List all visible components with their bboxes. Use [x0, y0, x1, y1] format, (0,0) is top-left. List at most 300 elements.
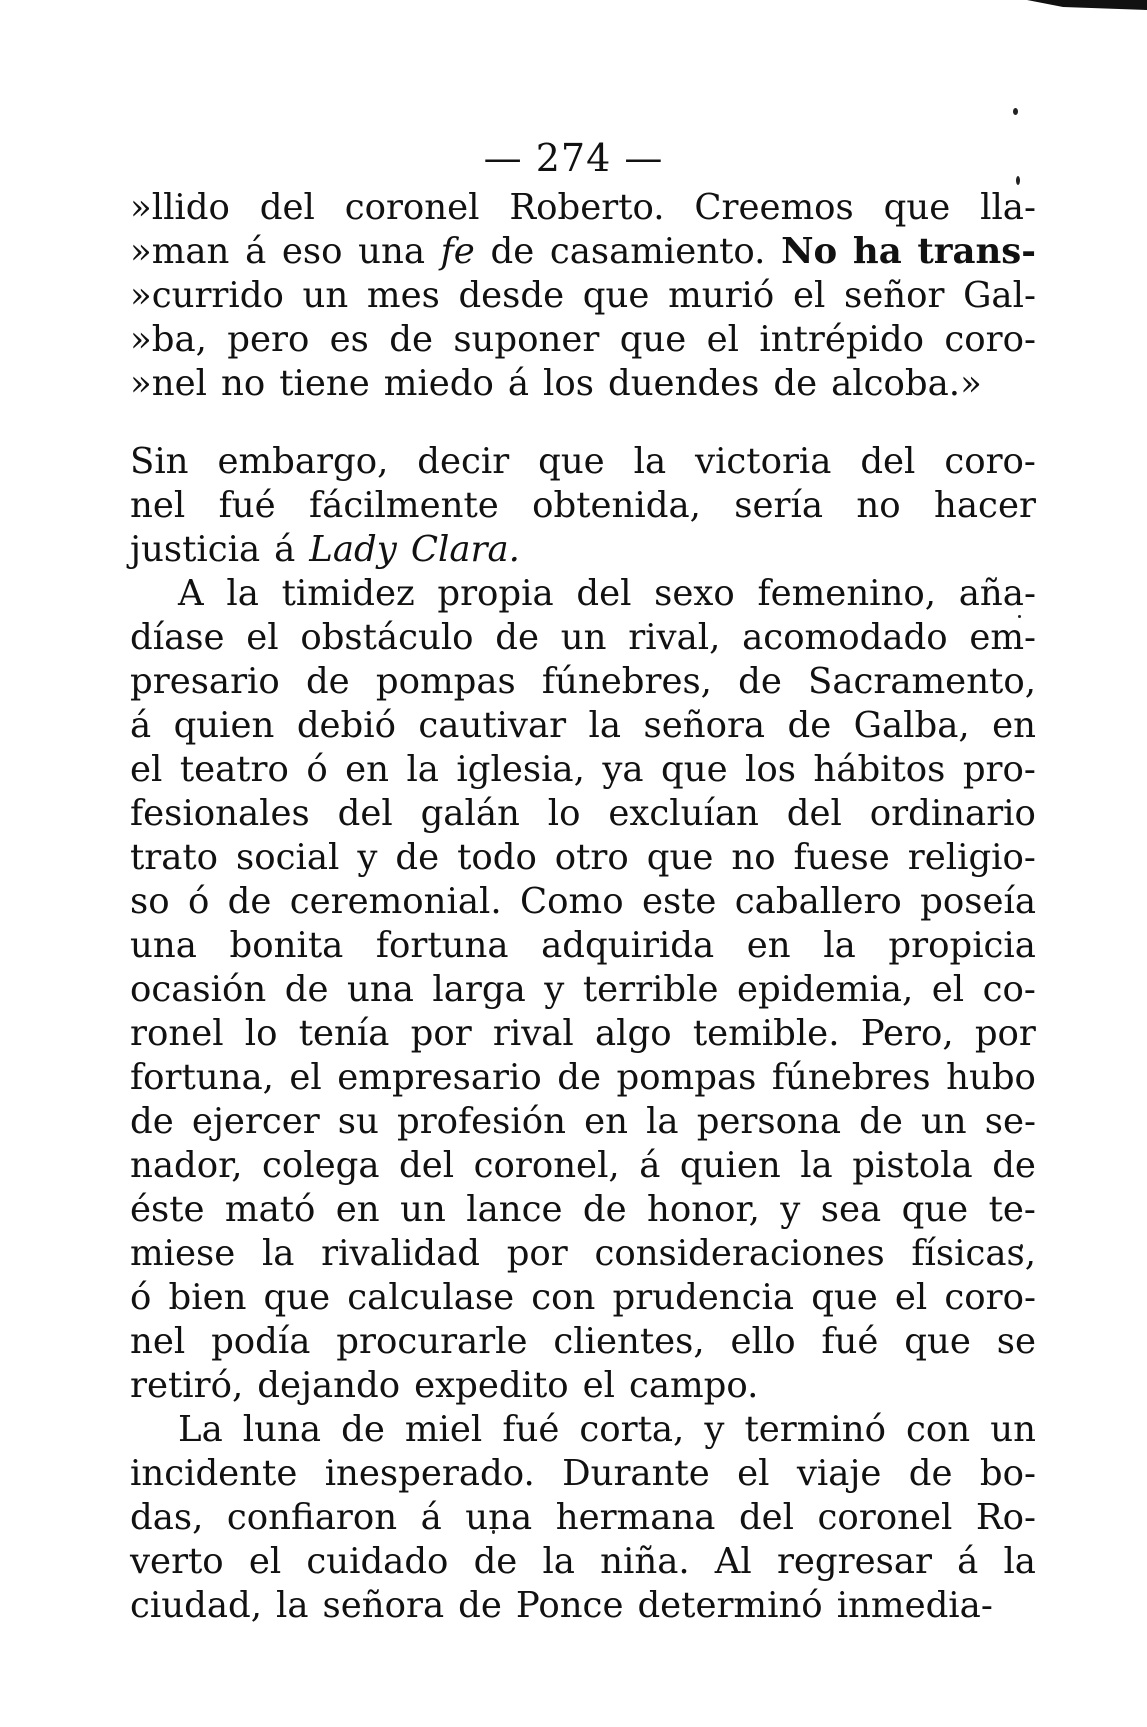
word: la — [588, 705, 622, 746]
text-line — [130, 968, 1036, 1012]
word: Pero, — [860, 1013, 954, 1054]
word: de — [992, 1145, 1036, 1186]
word: pistola — [852, 1145, 973, 1186]
word: fué — [502, 1409, 560, 1450]
word: en — [335, 1189, 380, 1230]
word: que — [883, 187, 951, 228]
word: con — [531, 1277, 596, 1318]
word: la — [226, 573, 259, 614]
word: dejando — [257, 1365, 401, 1406]
paragraph-gap — [130, 406, 1036, 440]
word: todo — [457, 837, 537, 878]
scan-edge-mark — [1027, 0, 1147, 10]
word: sea — [820, 1189, 882, 1230]
word: caballero — [734, 881, 902, 922]
word: hubo — [946, 1057, 1036, 1098]
word: nel — [130, 1321, 186, 1362]
text-line — [130, 274, 1036, 318]
word: de — [582, 1189, 627, 1230]
word: del — [860, 441, 916, 482]
word: el — [737, 1453, 770, 1494]
word: el — [792, 275, 826, 316]
text-line — [130, 186, 1036, 230]
paragraph — [130, 186, 1036, 406]
word: casamiento. — [549, 231, 766, 272]
word: fué — [821, 1321, 879, 1362]
text-line — [130, 792, 1036, 836]
paragraph — [130, 440, 1036, 572]
word: coronel — [344, 187, 480, 228]
word: un — [400, 1189, 446, 1230]
text-line — [130, 1408, 1036, 1452]
word: la — [276, 1585, 309, 1626]
word: corta, — [579, 1409, 685, 1450]
word: iglesia, — [456, 749, 585, 790]
word: em- — [969, 617, 1036, 658]
word: su — [337, 1101, 379, 1142]
word: á — [130, 705, 152, 746]
word: y — [780, 1189, 801, 1230]
text-line — [130, 924, 1036, 968]
word: La — [178, 1409, 223, 1450]
word: nador, — [130, 1145, 243, 1186]
text-line — [130, 1100, 1036, 1144]
word: que — [538, 441, 605, 482]
word: aña- — [958, 573, 1036, 614]
word: ello — [730, 1321, 796, 1362]
word: á — [420, 1497, 442, 1538]
word: en — [992, 705, 1036, 746]
word: el — [248, 1541, 282, 1582]
word: á — [245, 231, 267, 272]
text-line — [130, 230, 1036, 274]
word: ó — [130, 1277, 152, 1318]
text-line — [130, 318, 1036, 362]
word: Durante — [562, 1453, 710, 1494]
word: miese — [130, 1233, 236, 1274]
word: coro- — [944, 441, 1036, 482]
word: te- — [988, 1189, 1036, 1230]
word: de — [495, 617, 540, 658]
word: lo — [244, 1013, 278, 1054]
word: trato — [130, 837, 219, 878]
word: el — [582, 1365, 615, 1406]
word: en — [345, 749, 389, 790]
word: cautivar — [418, 705, 567, 746]
word: rival — [492, 1013, 574, 1054]
paragraph — [130, 1408, 1036, 1628]
text-line — [130, 1232, 1036, 1276]
word: no — [856, 485, 901, 526]
text-line — [130, 1320, 1036, 1364]
text-line — [130, 1188, 1036, 1232]
word: Sacramento, — [808, 661, 1036, 702]
word: fesionales — [130, 793, 310, 834]
text-line — [130, 1276, 1036, 1320]
word: quien — [173, 705, 275, 746]
word: luna — [242, 1409, 322, 1450]
word: fúnebres, — [541, 661, 712, 702]
text-line — [130, 572, 1036, 616]
word: mes — [366, 275, 440, 316]
word: eso — [281, 231, 343, 272]
word: de — [787, 705, 832, 746]
text-line — [130, 748, 1036, 792]
word: una — [346, 969, 414, 1010]
word: por — [506, 1233, 568, 1274]
word: podía — [211, 1321, 311, 1362]
word: confiaron — [226, 1497, 398, 1538]
word: bo- — [979, 1453, 1036, 1494]
word: la — [800, 1145, 833, 1186]
word: y — [704, 1409, 725, 1450]
word: fué — [218, 485, 276, 526]
word: el — [706, 319, 740, 360]
word: »nel — [130, 363, 207, 404]
text-line — [130, 1056, 1036, 1100]
word: ocasión — [130, 969, 267, 1010]
word: no — [731, 837, 776, 878]
word: poseía — [920, 881, 1036, 922]
word: de — [473, 1541, 518, 1582]
word: teatro — [179, 749, 289, 790]
word: los — [543, 363, 594, 404]
word: el — [894, 1277, 928, 1318]
word: propicia — [888, 925, 1036, 966]
word: campo. — [628, 1365, 759, 1406]
scan-speck — [1013, 108, 1018, 115]
word: tenía — [298, 1013, 390, 1054]
word: victoria — [695, 441, 832, 482]
word: persona — [696, 1101, 842, 1142]
word: de — [305, 661, 350, 702]
word: verto — [130, 1541, 224, 1582]
word: Clara. — [410, 529, 520, 570]
word: por — [974, 1013, 1036, 1054]
word: á — [957, 1541, 979, 1582]
word: la — [1003, 1541, 1036, 1582]
word: Sin — [130, 441, 189, 482]
text-line — [130, 528, 1036, 572]
word: ceremonial. — [289, 881, 502, 922]
word: de — [130, 1101, 174, 1142]
word: inesperado. — [324, 1453, 535, 1494]
word: que — [582, 275, 650, 316]
word: Roberto. — [509, 187, 665, 228]
word: físicas, — [911, 1233, 1036, 1274]
word: cuidado — [306, 1541, 449, 1582]
word: un — [302, 275, 349, 316]
word: la — [646, 1101, 679, 1142]
word: de — [908, 1453, 953, 1494]
word: intrépido — [759, 319, 925, 360]
word: fuese — [793, 837, 890, 878]
word: ordinario — [869, 793, 1036, 834]
word: Ponce — [515, 1585, 624, 1626]
word: de — [284, 969, 329, 1010]
word: una — [130, 925, 197, 966]
word: que — [619, 319, 687, 360]
word: adquirida — [541, 925, 715, 966]
word: algo — [594, 1013, 672, 1054]
word: díase — [130, 617, 225, 658]
word: fe — [440, 231, 475, 272]
word: á — [274, 529, 296, 570]
word: presario — [130, 661, 280, 702]
text-line — [130, 880, 1036, 924]
word: una — [465, 1497, 533, 1538]
word: de — [395, 837, 440, 878]
word: regresar — [776, 1541, 932, 1582]
word: de — [227, 881, 272, 922]
text-line — [130, 660, 1036, 704]
word: de — [557, 1057, 601, 1098]
word: no — [220, 363, 266, 404]
word: procurarle — [336, 1321, 528, 1362]
text-line — [130, 704, 1036, 748]
word: fácilmente — [309, 485, 499, 526]
word: á — [507, 363, 530, 404]
word: alcoba.» — [831, 363, 982, 404]
paragraph — [130, 572, 1036, 1408]
word: la — [261, 1233, 295, 1274]
word: profesión — [396, 1101, 566, 1142]
word: que — [263, 1277, 331, 1318]
word: en — [584, 1101, 628, 1142]
word: galán — [420, 793, 520, 834]
word: un — [920, 1101, 967, 1142]
body-text — [130, 186, 1036, 1628]
word: »llido — [130, 187, 230, 228]
word: ciudad, — [130, 1585, 262, 1626]
word: lla- — [980, 187, 1036, 228]
word: que — [904, 1321, 971, 1362]
word: señora — [322, 1585, 445, 1626]
word: que — [811, 1277, 878, 1318]
word: timidez — [281, 573, 415, 614]
word: epidemia, — [736, 969, 914, 1010]
word: del — [399, 1145, 455, 1186]
word: con — [906, 1409, 971, 1450]
word: embargo, — [217, 441, 389, 482]
word: un — [990, 1409, 1036, 1450]
word: das, — [130, 1497, 204, 1538]
word: del — [786, 793, 842, 834]
word: trans- — [917, 231, 1036, 272]
word: Gal- — [963, 275, 1036, 316]
word: miel — [404, 1409, 483, 1450]
word: duendes — [607, 363, 760, 404]
word: tiene — [279, 363, 370, 404]
word: mató — [224, 1189, 316, 1230]
word: la — [406, 749, 439, 790]
word: se — [996, 1321, 1036, 1362]
word: calculase — [347, 1277, 515, 1318]
word: murió — [668, 275, 775, 316]
word: este — [641, 881, 717, 922]
word: empresario — [337, 1057, 542, 1098]
word: lo — [547, 793, 581, 834]
word: »currido — [130, 275, 284, 316]
text-line — [130, 1364, 1036, 1408]
text-line — [130, 1452, 1036, 1496]
word: ha — [852, 231, 902, 272]
word: fortuna — [375, 925, 509, 966]
word: terrible — [582, 969, 719, 1010]
word: el — [289, 1057, 322, 1098]
word: pero — [227, 319, 310, 360]
word: que — [901, 1189, 969, 1230]
text-line — [130, 616, 1036, 660]
word: pompas — [616, 1057, 757, 1098]
word: es — [329, 319, 369, 360]
text-line — [130, 1144, 1036, 1188]
word: ejercer — [191, 1101, 320, 1142]
word: por — [410, 1013, 472, 1054]
word: femenino, — [757, 573, 937, 614]
word: quien — [679, 1145, 781, 1186]
word: la — [542, 1541, 575, 1582]
word: excluían — [608, 793, 759, 834]
word: de — [490, 231, 535, 272]
word: de — [738, 661, 782, 702]
word: Galba, — [853, 705, 970, 746]
word: coronel, — [473, 1145, 620, 1186]
word: del — [576, 573, 632, 614]
word: bien — [168, 1277, 247, 1318]
word: propia — [437, 573, 554, 614]
word: del — [259, 187, 315, 228]
word: bonita — [229, 925, 344, 966]
word: el — [130, 749, 163, 790]
word: en — [746, 925, 791, 966]
text-line — [130, 484, 1036, 528]
word: religio- — [907, 837, 1036, 878]
word: prudencia — [612, 1277, 795, 1318]
word: pompas — [375, 661, 516, 702]
word: nel — [130, 485, 186, 526]
word: coro- — [944, 319, 1036, 360]
word: clientes, — [553, 1321, 705, 1362]
text-line — [130, 1540, 1036, 1584]
word: á — [639, 1145, 661, 1186]
word: de — [859, 1101, 903, 1142]
word: señora — [643, 705, 766, 746]
word: retiró, — [130, 1365, 244, 1406]
word: ya — [602, 749, 644, 790]
word: de — [389, 319, 433, 360]
word: Creemos — [694, 187, 854, 228]
word: el — [246, 617, 279, 658]
word: No — [781, 231, 838, 272]
word: rivalidad — [321, 1233, 481, 1274]
word: Como — [520, 881, 624, 922]
word: hacer — [934, 485, 1036, 526]
word: expedito — [414, 1365, 569, 1406]
word: un — [560, 617, 607, 658]
word: ronel — [130, 1013, 224, 1054]
word: colega — [261, 1145, 380, 1186]
word: hábitos — [813, 749, 946, 790]
word: ó — [187, 881, 210, 922]
word: los — [745, 749, 796, 790]
word: obstáculo — [300, 617, 474, 658]
word: señor — [843, 275, 945, 316]
word: la — [633, 441, 667, 482]
word: una — [358, 231, 426, 272]
word: social — [236, 837, 340, 878]
word: la — [823, 925, 856, 966]
word: »ba, — [130, 319, 207, 360]
word: debió — [296, 705, 396, 746]
word: se- — [984, 1101, 1036, 1142]
word: acomodado — [742, 617, 948, 658]
word: inmedia- — [836, 1585, 993, 1626]
word: larga — [432, 969, 526, 1010]
word: co- — [982, 969, 1036, 1010]
text-line — [130, 362, 1036, 406]
word: so — [130, 881, 170, 922]
page-number: — 274 — — [483, 136, 664, 180]
text-line — [130, 1012, 1036, 1056]
word: lance — [466, 1189, 563, 1230]
word: determinó — [637, 1585, 823, 1626]
text-line — [130, 1496, 1036, 1540]
word: incidente — [130, 1453, 298, 1494]
word: coro- — [944, 1277, 1036, 1318]
word: fúnebres — [771, 1057, 931, 1098]
word: consideraciones — [594, 1233, 885, 1274]
word: el — [931, 969, 965, 1010]
text-line — [130, 440, 1036, 484]
word: decir — [417, 441, 510, 482]
word: viaje — [796, 1453, 882, 1494]
word: hermana — [555, 1497, 716, 1538]
word: miedo — [383, 363, 494, 404]
word: justicia — [130, 529, 261, 570]
word: rival, — [628, 617, 721, 658]
word: Al — [714, 1541, 752, 1582]
word: Lady — [309, 529, 397, 570]
word: A — [178, 573, 204, 614]
text-line — [130, 1584, 1036, 1628]
word: del — [337, 793, 393, 834]
word: éste — [130, 1189, 205, 1230]
word: sería — [734, 485, 823, 526]
word: de — [341, 1409, 385, 1450]
word: del — [738, 1497, 795, 1538]
word: terminó — [744, 1409, 886, 1450]
text-line — [130, 836, 1036, 880]
word: fortuna, — [130, 1057, 274, 1098]
word: sexo — [654, 573, 735, 614]
word: ó — [306, 749, 328, 790]
word: pro- — [962, 749, 1036, 790]
word: que — [660, 749, 728, 790]
word: de — [773, 363, 818, 404]
word: desde — [458, 275, 565, 316]
word: honor, — [647, 1189, 760, 1230]
word: temible. — [692, 1013, 840, 1054]
word: que — [646, 837, 714, 878]
word: otro — [554, 837, 629, 878]
word: y — [357, 837, 378, 878]
word: »man — [130, 231, 230, 272]
word: y — [544, 969, 565, 1010]
word: Ro- — [975, 1497, 1036, 1538]
word: coronel — [817, 1497, 953, 1538]
word: obtenida, — [532, 485, 701, 526]
